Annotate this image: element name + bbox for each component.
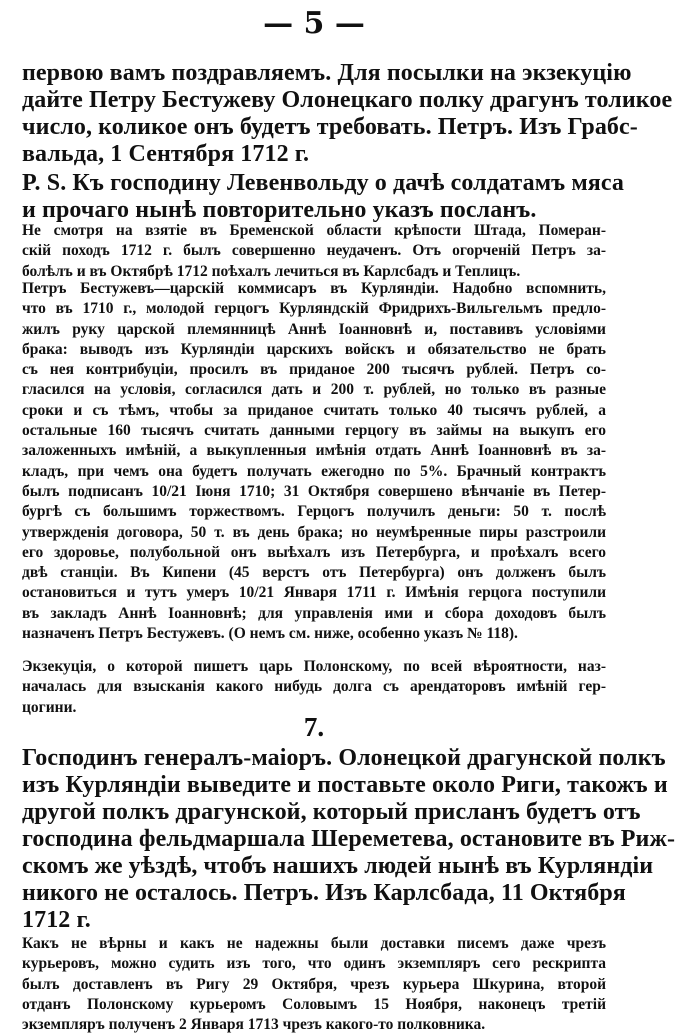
text-line: остальные 160 тысячъ считать данными герцогу въ займы на выкупъ его bbox=[22, 422, 606, 440]
text-line: изъ Курляндіи выведите и поставьте около Риги, такожъ и bbox=[22, 772, 668, 798]
note-pomeranian-campaign bbox=[22, 221, 606, 282]
text-line: скій походъ 1712 г. былъ совершенно неудаченъ. Отъ огорченій Петръ за- bbox=[22, 242, 606, 260]
text-line: его здоровье, полубольной онъ выѣхалъ изъ Петербурга, и проѣхалъ всего bbox=[22, 543, 606, 561]
text-line: курьеровъ, можно судить изъ того, что одинъ экземпляръ сего рескрипта bbox=[22, 955, 606, 973]
text-line: P. S. Къ господину Левенвольду о дачѣ солдатамъ мяса bbox=[22, 170, 625, 196]
text-line: кладъ, при чемъ она будетъ получать ежегодно по 5%. Брачный контрактъ bbox=[22, 462, 606, 480]
text-line: былъ подписанъ 10/21 Іюня 1710; 31 Октября совершено вѣнчаніе въ Петер- bbox=[22, 482, 606, 500]
text-line: заложенныхъ имѣній, а выкупленныя имѣнія отдать Аннѣ Іоанновнѣ въ за- bbox=[22, 442, 606, 460]
section-number: 7. bbox=[303, 712, 325, 742]
text-line: первою вамъ поздравляемъ. Для посылки на экзекуцію bbox=[22, 60, 632, 86]
text-line: Какъ не вѣрны и какъ не надежны были доставки писемъ даже чрезъ bbox=[22, 935, 606, 952]
text-line: вальда, 1 Сентября 1712 г. bbox=[22, 141, 310, 167]
text-line: дайте Петру Бестужеву Олонецкаго полку драгунъ толикое bbox=[22, 87, 673, 113]
page-number: — 5 — bbox=[263, 6, 365, 41]
text-line: въ закладъ Аннѣ Іоанновнѣ; для управленія ими и сбора доходовъ былъ bbox=[22, 604, 606, 622]
text-line: гласился на условія, согласился дать и 200 т. рублей, но только въ разные bbox=[22, 381, 606, 399]
text-line: число, коликое онъ будетъ требовать. Петръ. Изъ Грабс- bbox=[22, 114, 638, 140]
text-line: Господинъ генералъ-маіоръ. Олонецкой драгунской полкъ bbox=[22, 745, 666, 771]
note-courier-delivery bbox=[22, 934, 606, 1035]
text-line: отданъ Полонскому курьеромъ Соловымъ 15 Ноября, наконецъ третій bbox=[22, 995, 606, 1013]
text-line: Экзекуція, о которой пишетъ царь Полонскому, по всей вѣроятности, наз- bbox=[22, 658, 606, 675]
note-execution bbox=[22, 657, 606, 718]
text-line: никого не осталось. Петръ. Изъ Карлсбада, 11 Октября bbox=[22, 880, 626, 906]
text-line: экземпляръ полученъ 2 Января 1713 чрезъ какого-то полковника. bbox=[22, 1016, 486, 1034]
text-line: жилъ руку царской племянницѣ Аннѣ Іоанновнѣ и, поставивъ условіями bbox=[22, 320, 606, 338]
text-line: господина фельдмаршала Шереметева, остановите въ Риж- bbox=[22, 826, 675, 852]
text-line: 1712 г. bbox=[22, 907, 91, 933]
decree-seven-text bbox=[22, 745, 675, 934]
text-line: назначенъ Петръ Бестужевъ. (О немъ см. ниже, особенно указъ № 118). bbox=[22, 625, 518, 643]
text-line: началась для взысканія какого нибудь долга съ арендаторовъ имѣній гер- bbox=[22, 678, 606, 696]
text-line: скомъ же уѣздѣ, чтобъ нашихъ людей нынѣ въ Курляндіи bbox=[22, 853, 654, 879]
text-line: съ нея контрибуціи, просилъ въ приданое 200 тысячъ рублей. Петръ со- bbox=[22, 361, 606, 379]
text-line: что въ 1710 г., молодой герцогъ Курляндскій Фридрихъ-Вильгельмъ предло- bbox=[22, 300, 606, 318]
postscript bbox=[22, 170, 625, 224]
text-line: былъ доставленъ въ Ригу 29 Октября, чрезъ курьера Шкурина, второй bbox=[22, 975, 606, 993]
text-line: утвержденія договора, 50 т. въ день брака; но неумѣренные пиры разстроили bbox=[22, 523, 606, 541]
text-line: бургѣ съ большимъ торжествомъ. Герцогъ получилъ деньги: 50 т. послѣ bbox=[22, 503, 606, 521]
text-line: болѣлъ и въ Октябрѣ 1712 поѣхалъ лечиться въ Карлсбадъ и Теплицъ. bbox=[22, 262, 521, 280]
text-line: Петръ Бестужевъ—царскій коммисаръ въ Курляндіи. Надобно вспомнить, bbox=[22, 280, 606, 297]
text-line: и прочаго нынѣ повторительно указъ посланъ. bbox=[22, 197, 537, 223]
text-line: цогини. bbox=[22, 698, 77, 716]
decree-text-continued bbox=[22, 60, 673, 168]
text-line: другой полкъ драгунской, который присланъ будетъ отъ bbox=[22, 799, 641, 825]
text-line: остановиться и тутъ умеръ 10/21 Января 1711 г. Имѣнія герцога поступили bbox=[22, 584, 606, 602]
text-line: брака: выводъ изъ Курляндіи царскихъ войскъ и обязательство не брать bbox=[22, 340, 606, 358]
text-line: сроки и съ тѣмъ, чтобы за приданое считать только 40 тысячъ рублей, а bbox=[22, 401, 606, 419]
text-line: двѣ станціи. Въ Кипени (45 верстъ отъ Петербурга) онъ долженъ былъ bbox=[22, 564, 606, 582]
note-bestuzhev bbox=[22, 279, 606, 644]
text-line: Не смотря на взятіе въ Бременской области крѣпости Штада, Померан- bbox=[22, 222, 606, 239]
